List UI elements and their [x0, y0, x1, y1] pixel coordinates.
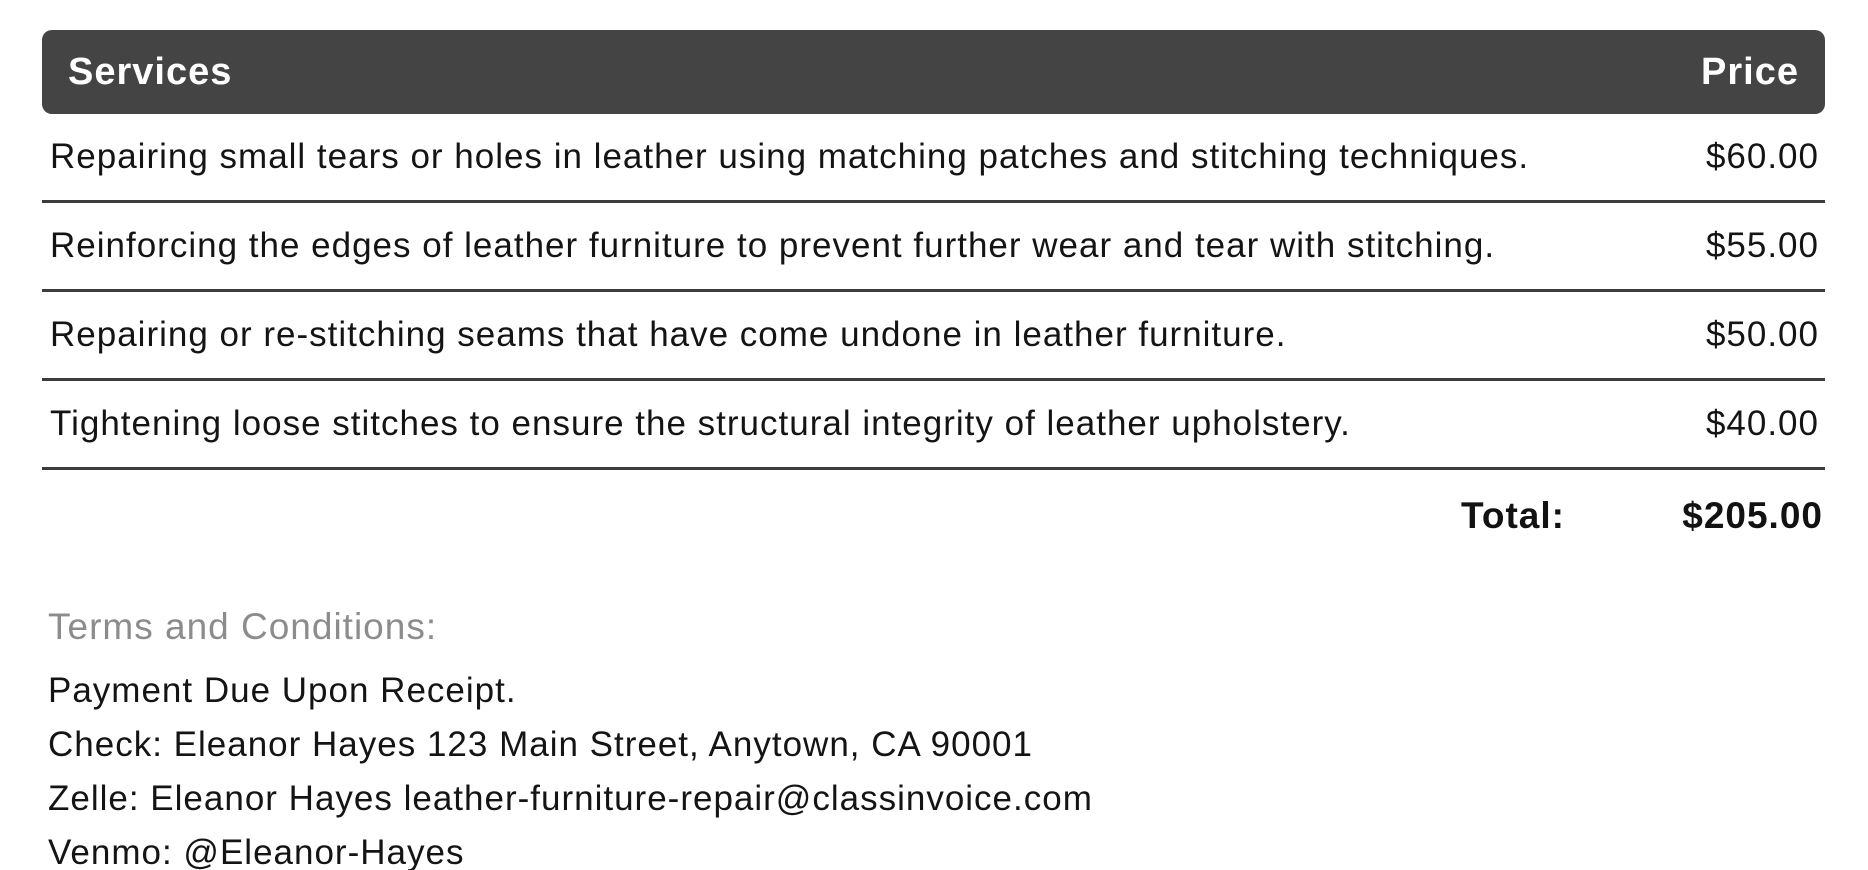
total-value: $205.00 [1682, 495, 1823, 536]
table-header [42, 30, 1825, 114]
service-price: $50.00 [1705, 315, 1819, 354]
table-row [42, 292, 1825, 381]
total-row [42, 470, 1825, 562]
terms-line-venmo: Venmo: @Eleanor-Hayes [48, 833, 465, 870]
table-row [42, 114, 1825, 203]
service-price: $55.00 [1705, 226, 1819, 265]
services-table [42, 30, 1825, 562]
terms-line-zelle: Zelle: Eleanor Hayes leather-furniture-repair@classinvoice.com [48, 779, 1093, 818]
table-row [42, 203, 1825, 292]
service-description: Reinforcing the edges of leather furniture to prevent further wear and tear with stitching. [50, 226, 1496, 265]
terms-heading: Terms and Conditions: [48, 606, 438, 647]
terms-section [42, 606, 1825, 870]
terms-line-payment: Payment Due Upon Receipt. [48, 671, 517, 710]
service-price: $40.00 [1705, 404, 1819, 443]
total-label: Total: [1461, 495, 1565, 536]
service-description: Repairing small tears or holes in leather using matching patches and stitching techniques. [50, 137, 1530, 176]
service-price: $60.00 [1705, 137, 1819, 176]
services-column-header: Services [68, 50, 233, 93]
service-description: Repairing or re-stitching seams that have come undone in leather furniture. [50, 315, 1287, 354]
table-row [42, 381, 1825, 470]
service-description: Tightening loose stitches to ensure the structural integrity of leather upholstery. [50, 404, 1351, 443]
price-column-header: Price [1701, 50, 1799, 93]
terms-line-check: Check: Eleanor Hayes 123 Main Street, Anytown, CA 90001 [48, 725, 1033, 764]
